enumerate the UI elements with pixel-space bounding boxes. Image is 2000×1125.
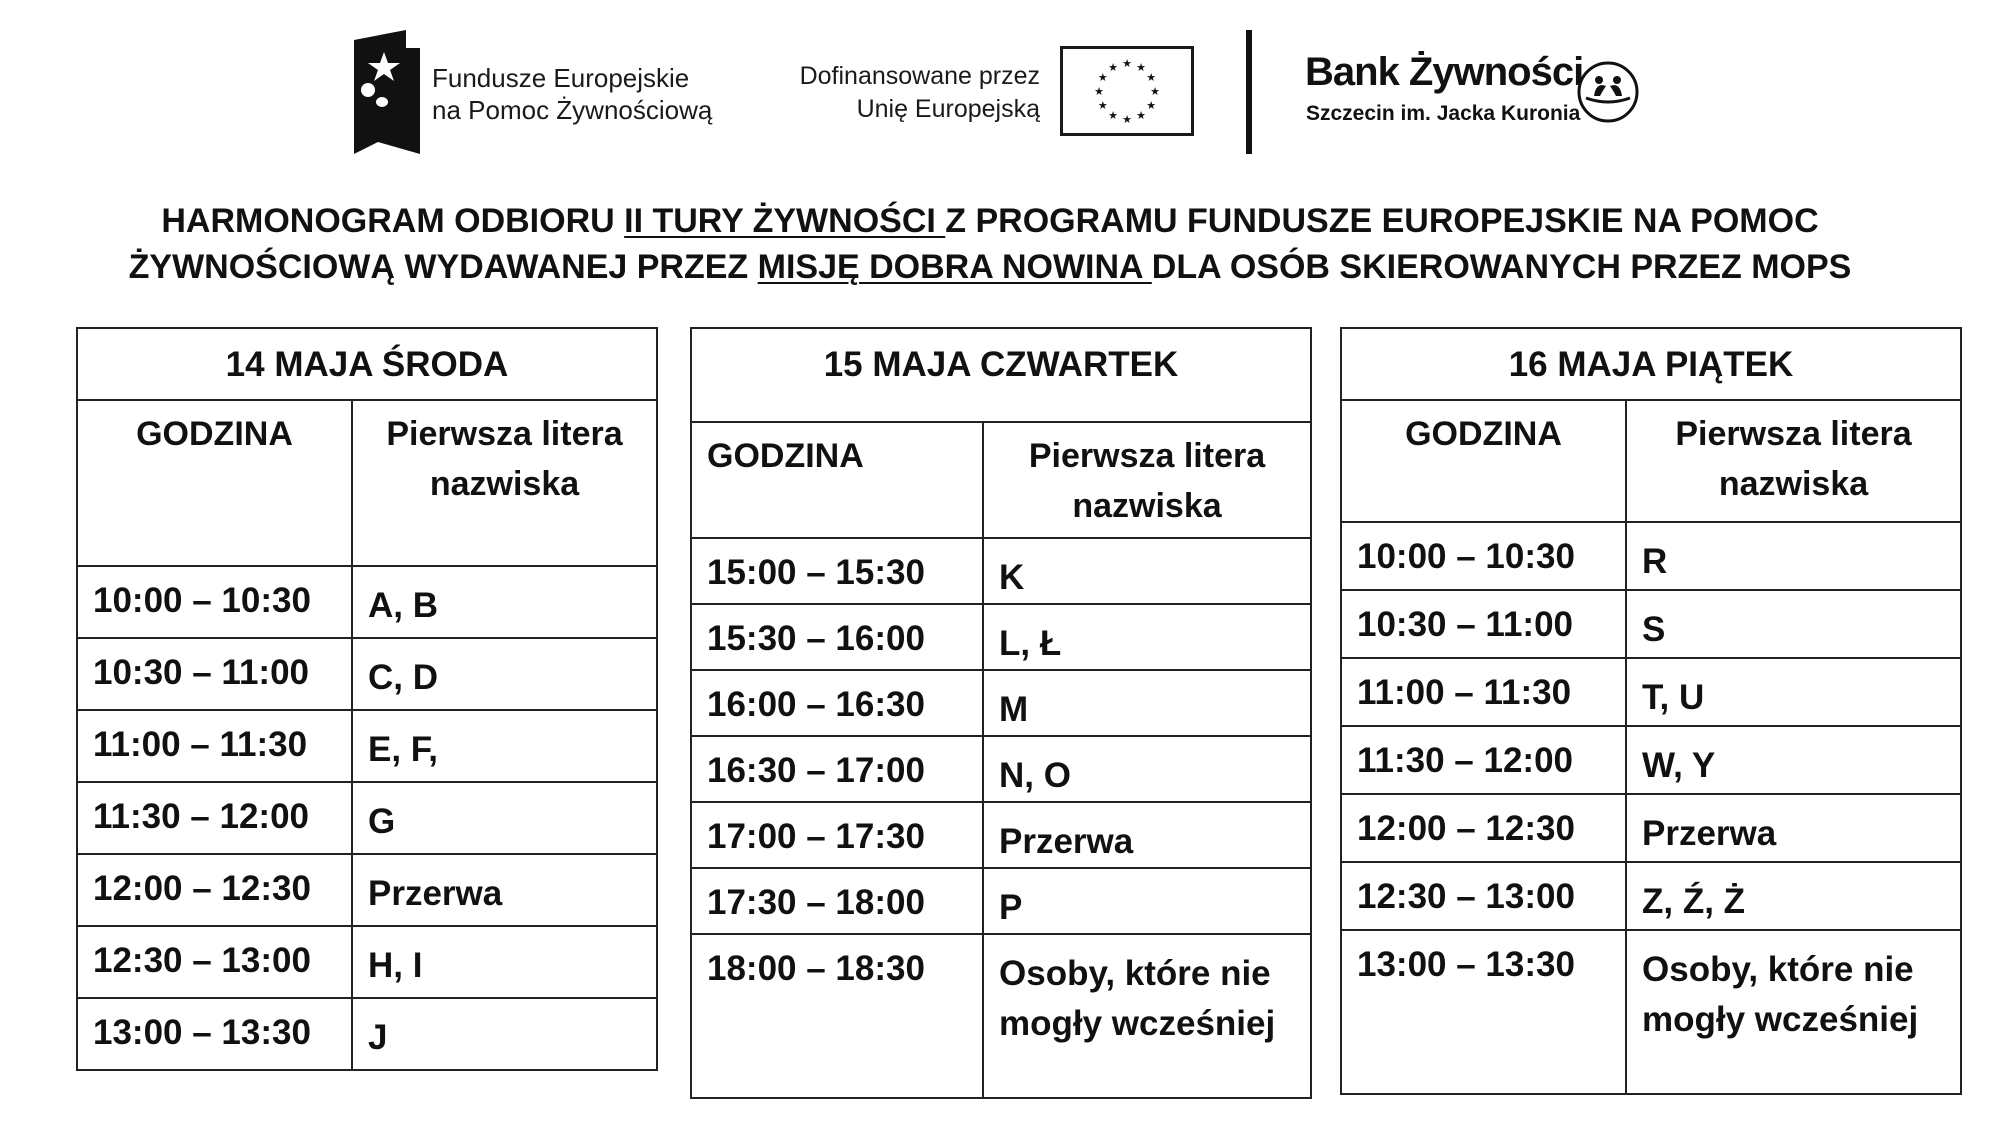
eu-star-icon: ★: [1122, 114, 1132, 126]
schedule-table-day-2: [690, 327, 1312, 1099]
eu-star-icon: ★: [1146, 72, 1157, 84]
title-text: ŻYWNOŚCIOWĄ WYDAWANEJ PRZEZ: [128, 248, 758, 286]
letters-cell: N, O: [983, 736, 1311, 802]
eu-logo-line1: Dofinansowane przez: [799, 62, 1040, 90]
eu-logo-line2: Unię Europejską: [856, 95, 1040, 123]
bank-subtitle: Szczecin im. Jacka Kuronia: [1306, 102, 1581, 125]
letters-cell: S: [1626, 590, 1961, 658]
letters-cell: A, B: [352, 566, 657, 638]
schedule-table-day-1: [76, 327, 658, 1071]
eu-flag-icon: [1060, 46, 1194, 136]
eu-star-icon: ★: [1136, 110, 1146, 123]
letters-cell: Osoby, które nie mogły wcześniej: [1626, 930, 1961, 1094]
eu-star-icon: ★: [1108, 61, 1118, 74]
time-cell: 11:00 – 11:30: [1341, 658, 1626, 726]
letters-cell: K: [983, 538, 1311, 604]
time-cell: 15:30 – 16:00: [691, 604, 983, 670]
letters-cell: Przerwa: [983, 802, 1311, 868]
letters-cell: R: [1626, 522, 1961, 590]
time-cell: 11:30 – 12:00: [77, 782, 352, 854]
time-cell: 10:30 – 11:00: [77, 638, 352, 710]
column-header-letter: Pierwsza litera nazwiska: [983, 422, 1311, 538]
letters-cell: W, Y: [1626, 726, 1961, 794]
letters-cell: T, U: [1626, 658, 1961, 726]
bank-zywnosci-logo-icon: [1576, 60, 1640, 124]
eu-star-icon: ★: [1094, 86, 1104, 98]
time-cell: 10:00 – 10:30: [1341, 522, 1626, 590]
time-cell: 10:30 – 11:00: [1341, 590, 1626, 658]
time-cell: 17:00 – 17:30: [691, 802, 983, 868]
time-cell: 11:30 – 12:00: [1341, 726, 1626, 794]
title-text: DLA OSÓB SKIEROWANYCH PRZEZ MOPS: [1151, 248, 1852, 286]
column-header-time: GODZINA: [77, 400, 352, 566]
column-header-time: GODZINA: [691, 422, 983, 538]
time-cell: 10:00 – 10:30: [77, 566, 352, 638]
fe-logo-line1: Fundusze Europejskie: [432, 63, 690, 93]
title-line-2: [60, 244, 1920, 290]
fe-logo-line2: na Pomoc Żywnościową: [432, 95, 713, 125]
time-cell: 12:30 – 13:00: [1341, 862, 1626, 930]
time-cell: 11:00 – 11:30: [77, 710, 352, 782]
letters-cell: J: [352, 998, 657, 1070]
page-title: [60, 198, 1920, 290]
letters-cell: G: [352, 782, 657, 854]
title-underlined-text: II TURY ŻYWNOŚCI: [624, 202, 946, 240]
time-cell: 15:00 – 15:30: [691, 538, 983, 604]
fe-logo-text: [432, 62, 712, 126]
letters-cell: Przerwa: [352, 854, 657, 926]
day-header: 14 MAJA ŚRODA: [77, 328, 657, 400]
letters-cell: H, I: [352, 926, 657, 998]
eu-star-icon: ★: [1108, 110, 1118, 123]
eu-star-icon: ★: [1136, 61, 1146, 74]
title-line-1: [60, 198, 1920, 244]
day-header: 15 MAJA CZWARTEK: [691, 328, 1311, 422]
letters-cell: C, D: [352, 638, 657, 710]
eu-star-icon: ★: [1097, 72, 1108, 84]
letters-cell: L, Ł: [983, 604, 1311, 670]
logo-divider: [1246, 30, 1252, 154]
time-cell: 12:00 – 12:30: [1341, 794, 1626, 862]
title-text: Z PROGRAMU FUNDUSZE EUROPEJSKIE NA POMOC: [945, 202, 1819, 240]
time-cell: 13:00 – 13:30: [1341, 930, 1626, 1094]
fundusze-europejskie-logo-icon: [348, 30, 420, 154]
letters-cell: Z, Ź, Ż: [1626, 862, 1961, 930]
eu-star-icon: ★: [1122, 58, 1132, 70]
eu-logo-text: [780, 60, 1040, 126]
time-cell: 18:00 – 18:30: [691, 934, 983, 1098]
column-header-letter: Pierwsza litera nazwiska: [352, 400, 657, 566]
time-cell: 12:30 – 13:00: [77, 926, 352, 998]
time-cell: 13:00 – 13:30: [77, 998, 352, 1070]
title-underlined-text: MISJĘ DOBRA NOWINA: [757, 248, 1152, 286]
column-header-letter: Pierwsza litera nazwiska: [1626, 400, 1961, 522]
schedule-table-day-3: [1340, 327, 1962, 1095]
time-cell: 16:30 – 17:00: [691, 736, 983, 802]
column-header-time: GODZINA: [1341, 400, 1626, 522]
letters-cell: M: [983, 670, 1311, 736]
title-text: HARMONOGRAM ODBIORU: [161, 202, 625, 240]
letters-cell: Przerwa: [1626, 794, 1961, 862]
eu-star-icon: ★: [1150, 86, 1160, 98]
eu-star-icon: ★: [1146, 100, 1157, 112]
letters-cell: P: [983, 868, 1311, 934]
day-header: 16 MAJA PIĄTEK: [1341, 328, 1961, 400]
letters-cell: Osoby, które nie mogły wcześniej: [983, 934, 1311, 1098]
eu-star-icon: ★: [1097, 100, 1108, 112]
time-cell: 17:30 – 18:00: [691, 868, 983, 934]
letters-cell: E, F,: [352, 710, 657, 782]
time-cell: 16:00 – 16:30: [691, 670, 983, 736]
bank-name: Bank Żywności: [1305, 50, 1584, 94]
eu-stars-icon: [1063, 49, 1191, 133]
time-cell: 12:00 – 12:30: [77, 854, 352, 926]
